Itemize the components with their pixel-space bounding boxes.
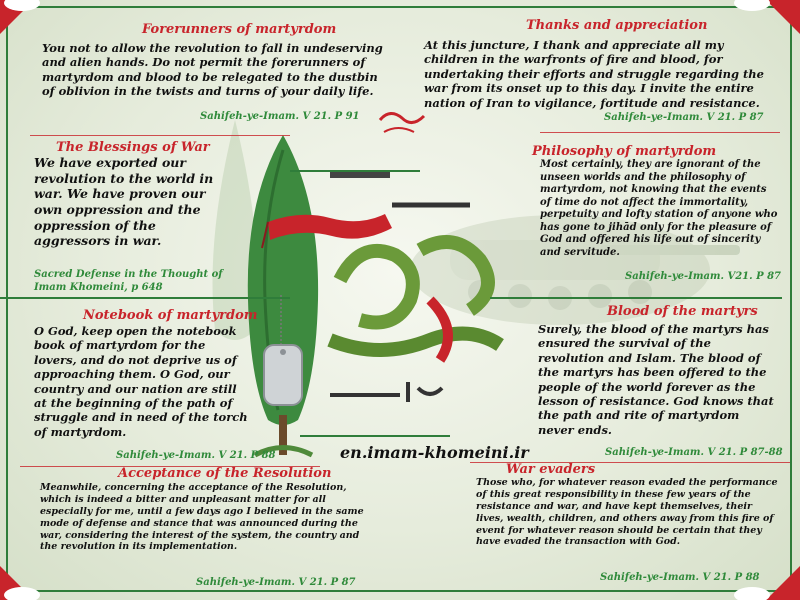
evaders-title: War evaders — [506, 462, 596, 477]
evaders-body: Those who, for whatever reason evaded the performance of this great responsibility in these few years of the resistance and war, and have kept themselves, their lives, wealth, children, and others away from this fire of event for whatever reason should be certain that they have evaded the transaction with God. — [476, 477, 778, 548]
notebook-source: Sahifeh-ye-Imam. V 21. P 88 — [116, 450, 276, 461]
forerunners-source: Sahifeh-ye-Imam. V 21. P 91 — [200, 111, 360, 122]
notebook-title: Notebook of martyrdom — [83, 308, 258, 323]
philosophy-body: Most certainly, they are ignorant of the unseen worlds and the philosophy of martyrdom, not knowing that the events of time do not affect the immortality, perpetuity and lofty station of anyone who has gone to jihād only for the pleasure of God and offered his life out of sincerity and servitude. — [540, 159, 778, 258]
blessings-body: We have exported our revolution to the world in war. We have proven our own oppression and the oppression of the aggressors in war. — [34, 155, 214, 249]
notebook-body: O God, keep open the notebook book of martyrdom for the lovers, and do not deprive us of approaching them. O God, our country and our nation are still at the beginning of the path of struggle and in need of the torch of martyrdom. — [34, 324, 248, 439]
thanks-source: Sahifeh-ye-Imam. V 21. P 87 — [604, 112, 764, 123]
blood-source: Sahifeh-ye-Imam. V 21. P 87-88 — [605, 447, 783, 458]
acceptance-body: Meanwhile, concerning the acceptance of the Resolution, which is indeed a bitter and unpleasant matter for all especially for me, until a few days ago I believed in the same mode of defense and stance that was announced during the war, considering the interest of the system, the country and the revolution in its implementation. — [40, 482, 364, 553]
blood-title: Blood of the martyrs — [607, 304, 758, 319]
evaders-source: Sahifeh-ye-Imam. V 21. P 88 — [600, 572, 760, 583]
forerunners-body: You not to allow the revolution to fall in undeserving and alien hands. Do not permit the forerunners of martyrdom and blood to be relegated to the dustbin of oblivion in the twists and turns of your daily life. — [42, 41, 383, 99]
acceptance-title: Acceptance of the Resolution — [118, 466, 332, 481]
blessings-source: Sacred Defense in the Thought of Imam Khomeini, p 648 — [34, 269, 223, 293]
philosophy-source: Sahifeh-ye-Imam. V21. P 87 — [625, 271, 782, 282]
acceptance-source: Sahifeh-ye-Imam. V 21. P 87 — [196, 577, 356, 588]
blessings-title: The Blessings of War — [56, 140, 210, 155]
forerunners-title: Forerunners of martyrdom — [142, 22, 337, 37]
website-link[interactable]: en.imam-khomeini.ir — [340, 443, 529, 462]
blood-body: Surely, the blood of the martyrs has ensured the survival of the revolution and Islam. The blood of the martyrs has been offered to the people of the world forever as the lesson of resistance. God knows that the path and rite of martyrdom never ends. — [538, 322, 774, 437]
philosophy-title: Philosophy of martyrdom — [532, 144, 717, 159]
thanks-title: Thanks and appreciation — [526, 18, 708, 33]
thanks-body: At this juncture, I thank and appreciate all my children in the warfronts of fire and blood, for undertaking their efforts and struggle regarding the war from its onset up to this day. I invite the entire nation of Iran to vigilance, fortitude and resistance. — [424, 38, 764, 110]
